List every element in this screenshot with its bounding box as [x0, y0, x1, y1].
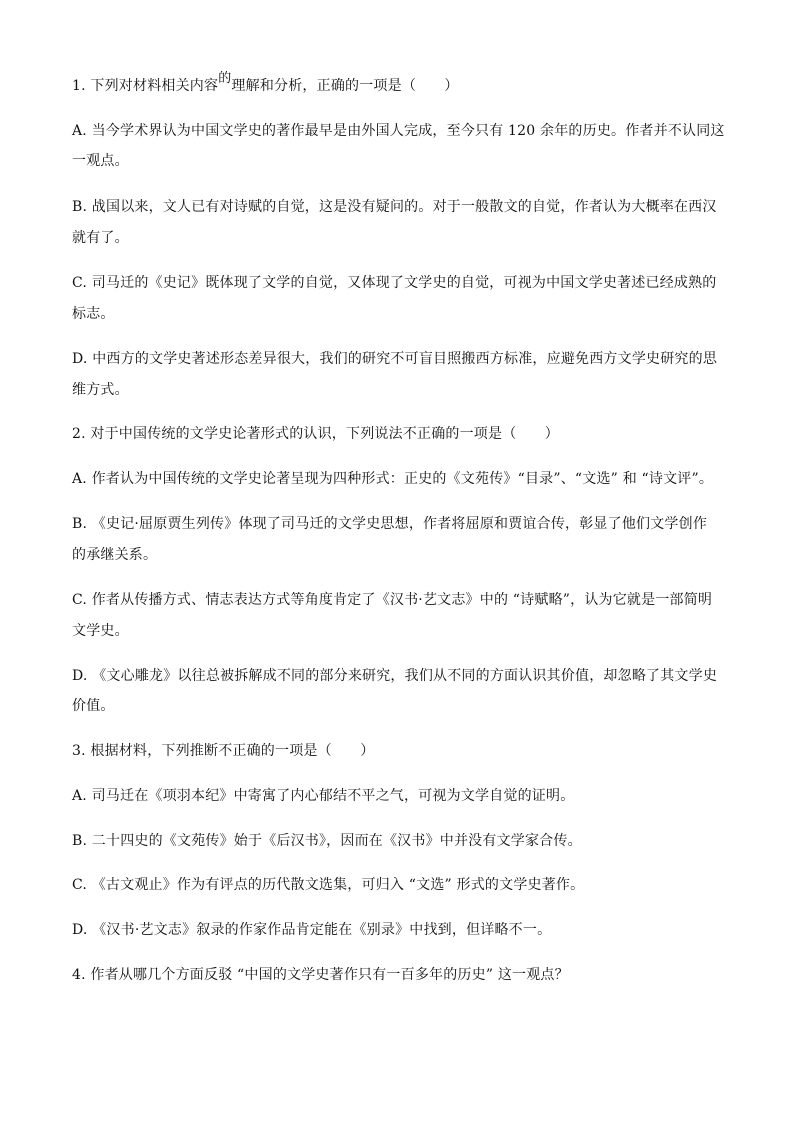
- question-1-stem-raised-char: 的: [218, 71, 232, 86]
- question-1-option-d-line-2: 维方式。: [72, 382, 129, 398]
- question-2-option-b-line-1: B. 《史记·屈原贾生列传》体现了司马迁的文学史思想，作者将屈原和贾谊合传，彰显了他们文学创作: [72, 516, 708, 532]
- question-1-option-c-line-1: C. 司马迁的《史记》既体现了文学的自觉，又体现了文学史的自觉，可视为中国文学史著述已经成熟的: [72, 275, 717, 291]
- question-4-stem: 4. 作者从哪几个方面反驳 “中国的文学史著作只有一百多年的历史” 这一观点？: [72, 967, 569, 983]
- question-1-stem: [72, 71, 732, 97]
- question-2-option-d-line-1: D. 《文心雕龙》以往总被拆解成不同的部分来研究，我们从不同的方面认识其价值，却忽略了其文学史: [72, 668, 718, 684]
- question-2-option-c-line-1: C. 作者从传播方式、情志表达方式等角度肯定了《汉书·艺文志》中的 “诗赋略”，认为它就是一部简明: [72, 592, 713, 608]
- question-2-option-c-line-2: 文学史。: [72, 623, 129, 639]
- question-3-option-a: A. 司马迁在《项羽本纪》中寄寓了内心郁结不平之气，可视为文学自觉的证明。: [72, 788, 575, 804]
- question-1-stem-part-a: 1. 下列对材料相关内容: [72, 78, 219, 94]
- question-2-stem: 2. 对于中国传统的文学史论著形式的认识，下列说法不正确的一项是（ ）: [72, 426, 560, 442]
- question-1-option-a-line-1: A. 当今学术界认为中国文学史的著作最早是由外国人完成，至今只有 120 余年的历史。作者并不认同这: [72, 123, 725, 139]
- question-1-option-a-line-2: 一观点。: [72, 153, 129, 169]
- question-3-option-d: D. 《汉书·艺文志》叙录的作家作品肯定能在《别录》中找到，但详略不一。: [72, 922, 552, 938]
- question-3-option-b: B. 二十四史的《文苑传》始于《后汉书》，因而在《汉书》中并没有文学家合传。: [72, 833, 582, 849]
- question-3-option-c: C. 《古文观止》作为有评点的历代散文选集，可归入 “文选” 形式的文学史著作。: [72, 877, 585, 893]
- question-2-option-b-line-2: 的承继关系。: [72, 547, 158, 563]
- question-2-option-d-line-2: 价值。: [72, 698, 115, 714]
- question-1-option-c-line-2: 标志。: [72, 306, 115, 322]
- question-1-stem-part-b: 理解和分析，正确的一项是（ ）: [231, 78, 459, 94]
- question-1-option-b-line-1: B. 战国以来，文人已有对诗赋的自觉，这是没有疑问的。对于一般散文的自觉，作者认为大概率在西汉: [72, 199, 717, 215]
- question-3-stem: 3. 根据材料，下列推断不正确的一项是（ ）: [72, 743, 375, 759]
- question-2-option-a-line-1: A. 作者认为中国传统的文学史论著呈现为四种形式：正史的《文苑传》“目录”、“文选” 和 “诗文评”。: [72, 471, 714, 487]
- question-1-option-d-line-1: D. 中西方的文学史著述形态差异很大，我们的研究不可盲目照搬西方标准，应避免西方文学史研究的思: [72, 351, 718, 367]
- question-1-option-b-line-2: 就有了。: [72, 230, 129, 246]
